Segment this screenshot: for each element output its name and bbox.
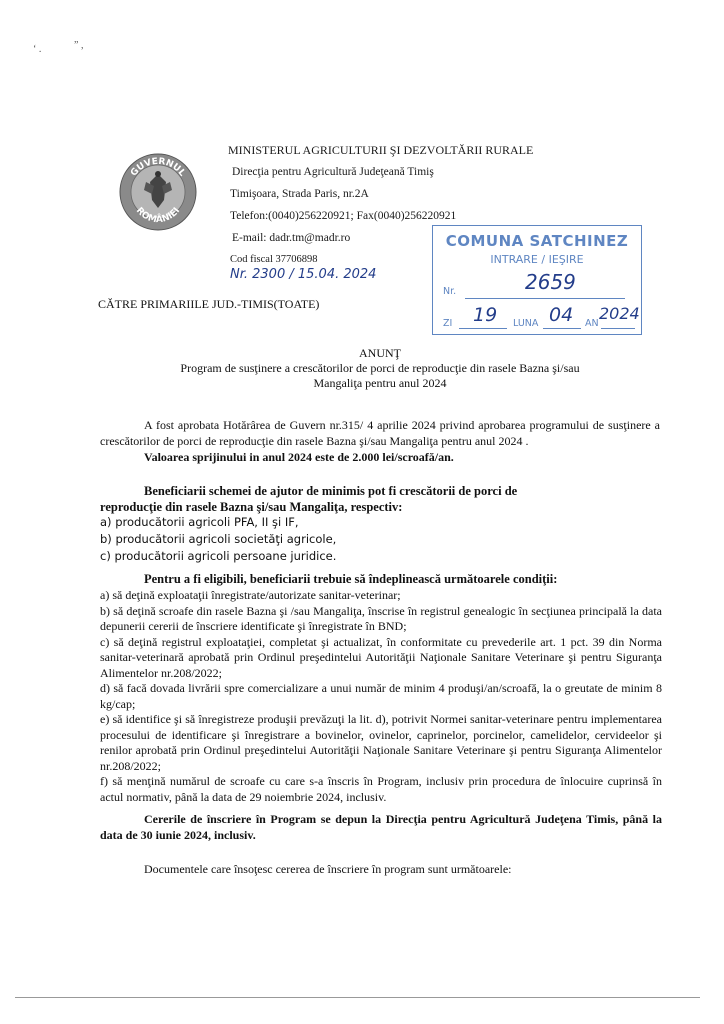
list-item: c) să deţină registrul exploataţiei, completat şi actualizat, în conformitate cu prevederile art. 1 pct. 39 din Norma sanitar-veterinară aprobată prin Ordinul preşedintelui Autorităţii Naţionale Sanitare Veterinare şi pentru Siguranţa Alimentelor nr.208/2022; bbox=[100, 634, 662, 680]
eligibility-heading: Pentru a fi eligibili, beneficiarii trebuie să îndeplinească următoarele condiţii: bbox=[144, 572, 558, 586]
stamp-nr-label: Nr. bbox=[443, 286, 457, 297]
fiscal-code: Cod fiscal 37706898 bbox=[230, 254, 318, 265]
office-address: Timişoara, Strada Paris, nr.2A bbox=[230, 188, 369, 200]
stamp-year-label: AN bbox=[585, 318, 599, 329]
page-bottom-divider bbox=[15, 997, 700, 998]
government-seal bbox=[118, 152, 198, 232]
announcement-title-line1: Program de susţinere a crescătorilor de porci de reproducţie din rasele Bazna şi/sau bbox=[180, 361, 580, 375]
seal-text-top: GUVERNUL bbox=[129, 156, 187, 179]
stamp-day-value: 19 bbox=[473, 304, 498, 326]
submission-deadline: Cererile de înscriere în Program se depun la Direcţia pentru Agricultură Judeţena Timis, până la data de 30 iunie 2024, inclusiv. bbox=[100, 812, 662, 842]
documents-intro: Documentele care însoţesc cererea de înscriere în program sunt următoarele: bbox=[144, 862, 512, 876]
announcement-title-line2: Mangaliţa pentru anul 2024 bbox=[313, 376, 447, 390]
intro-paragraph: A fost aprobata Hotărârea de Guvern nr.315/ 4 aprilie 2024 privind aprobarea programului de susţinere a crescătorilor de porci de reproducţie din rasele Bazna şi/sau Mangaliţa pentru anul 2024 . bbox=[100, 418, 660, 448]
email-address: E-mail: dadr.tm@madr.ro bbox=[232, 232, 351, 244]
registration-stamp bbox=[432, 225, 642, 335]
phone-fax: Telefon:(0040)256220921; Fax(0040)256220921 bbox=[230, 210, 457, 222]
directorate-name: Direcţia pentru Agricultură Judeţeană Timiş bbox=[232, 166, 434, 178]
eligibility-list bbox=[100, 588, 662, 805]
beneficiaries-heading-line1: Beneficiarii schemei de ajutor de minimis pot fi crescătorii de porci de bbox=[144, 484, 518, 498]
stamp-month-label: LUNA bbox=[513, 318, 539, 329]
announcement-heading: ANUNŢ bbox=[359, 346, 401, 360]
stamp-title: COMUNA SATCHINEZ bbox=[445, 232, 629, 250]
list-item: b) să deţină scroafe din rasele Bazna şi /sau Mangaliţa, înscrise în registrul genealogic în secţiunea principală la data depunerii cererii de înscriere identificate şi înregistrate în BND; bbox=[100, 603, 662, 633]
beneficiaries-list bbox=[100, 514, 336, 565]
seal-text-bottom: ROMÂNIEI bbox=[133, 205, 183, 226]
list-item: c) producătorii agricoli persoane juridice. bbox=[100, 549, 337, 563]
stamp-year-value: 2024 bbox=[599, 304, 640, 323]
recipient-line: CĂTRE PRIMARIILE JUD.-TIMIS(TOATE) bbox=[98, 297, 320, 311]
list-item: f) să menţină numărul de scroafe cu care s-a înscris în Program, inclusiv prin procedura de înlocuire cuprinsă în actul normativ, până la data de 29 noiembrie 2024, inclusiv. bbox=[100, 774, 662, 804]
support-value: Valoarea sprijinului in anul 2024 este de 2.000 lei/scroafă/an. bbox=[144, 450, 454, 464]
list-item: b) producătorii agricoli societăţi agricole, bbox=[100, 532, 337, 546]
list-item: e) să identifice şi să înregistreze produşii prevăzuţi la lit. d), potrivit Normei sanitar-veterinare pentru implementarea procesului de identificare şi înregistrare a bovinelor, ovinelor, caprinelor, porcinelor, camelidelor, cervideelor şi renilor aprobată prin Ordinul preşedintelui Autorităţii Naţionale Sanitare Veterinare şi pentru Siguranţa Alimentelor nr.208/2022; bbox=[100, 712, 662, 773]
list-item: a) să deţină exploataţii înregistrate/autorizate sanitar-veterinar; bbox=[100, 588, 401, 602]
handwritten-reference: Nr. 2300 / 15.04. 2024 bbox=[230, 267, 377, 282]
beneficiaries-heading-line2: reproducţie din rasele Bazna şi/sau Mangaliţa, respectiv: bbox=[100, 500, 403, 514]
stamp-nr-value: 2659 bbox=[525, 270, 576, 294]
stamp-day-label: ZI bbox=[443, 318, 453, 329]
stamp-subtitle: INTRARE / IEŞIRE bbox=[490, 253, 584, 266]
ministry-name: MINISTERUL AGRICULTURII ŞI DEZVOLTĂRII RURALE bbox=[228, 143, 534, 157]
list-item: a) producătorii agricoli PFA, II şi IF, bbox=[100, 515, 299, 529]
stamp-month-value: 04 bbox=[549, 304, 574, 326]
list-item: d) să facă dovada livrării spre comercializare a unui număr de minim 4 produşi/an/scroafă, la o greutate de minim 8 kg/cap; bbox=[100, 681, 662, 711]
